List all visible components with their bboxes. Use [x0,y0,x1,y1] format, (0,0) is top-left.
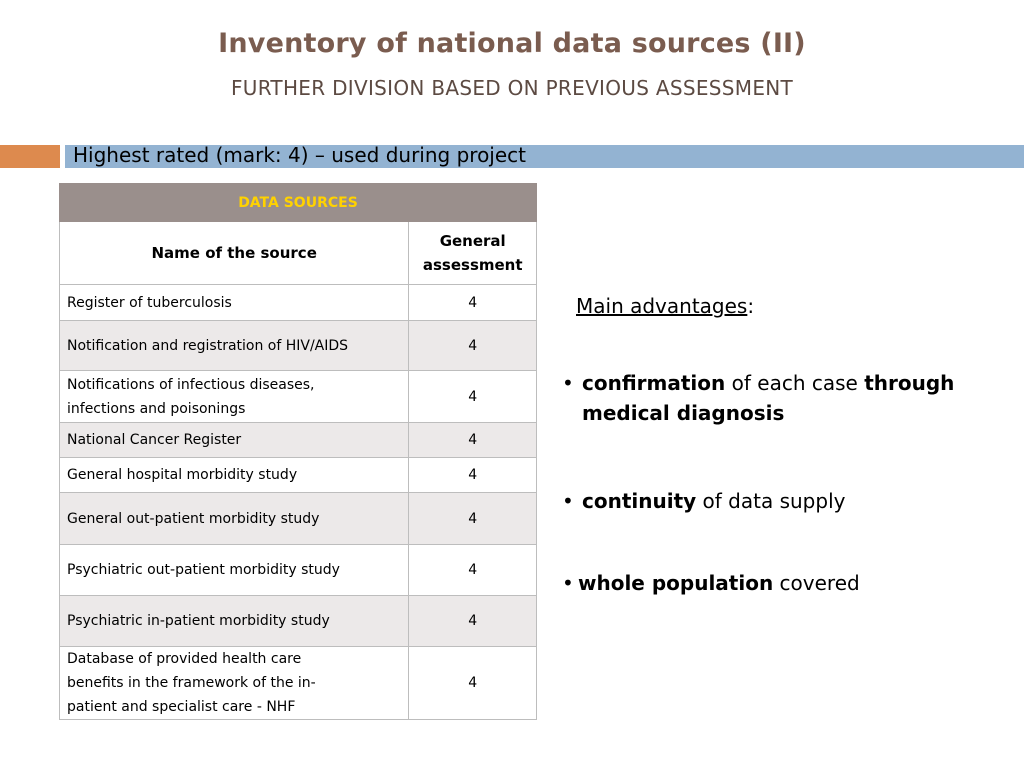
bullet-icon: • [562,571,574,595]
advantage-strong: continuity [582,489,697,513]
advantage-text [562,368,1002,428]
row-assessment: 4 [409,647,537,720]
bullet-icon: • [562,371,574,395]
row-source-name [60,371,409,423]
table-row [60,493,537,545]
advantage-plain: covered [773,571,860,595]
advantage-strong: through medical diagnosis [582,371,955,425]
row-source-name [60,647,409,720]
row-source-name: National Cancer Register [60,423,409,458]
row-source-name-text: Notifications of infectious diseases, infections and poisonings [67,376,315,417]
data-sources-table [59,183,537,720]
row-source-name: Register of tuberculosis [60,285,409,321]
table-row [60,545,537,596]
advantage-strong: whole population [578,571,774,595]
slide-subtitle: FURTHER DIVISION BASED ON PREVIOUS ASSESSMENT [230,76,794,100]
row-assessment: 4 [409,285,537,321]
row-assessment: 4 [409,321,537,371]
accent-orange-block [0,145,60,168]
advantage-text [562,486,1002,516]
column-header-assessment [409,222,537,285]
advantage-item [562,486,1002,516]
table-row [60,458,537,493]
row-source-name: General hospital morbidity study [60,458,409,493]
advantage-item [562,568,1002,598]
table-row [60,596,537,647]
slide-title: Inventory of national data sources (II) [218,28,806,59]
row-source-name: Notification and registration of HIV/AIDS [60,321,409,371]
row-source-name: Psychiatric out-patient morbidity study [60,545,409,596]
advantage-text [562,568,1002,598]
advantage-plain: of each case [725,371,865,395]
table-row [60,647,537,720]
bullet-icon: • [562,489,574,513]
table-header-row [60,184,537,222]
row-source-name: Psychiatric in-patient morbidity study [60,596,409,647]
column-header-name: Name of the source [60,222,409,285]
row-assessment: 4 [409,458,537,493]
advantage-plain: of data supply [696,489,846,513]
section-band-label: Highest rated (mark: 4) – used during project [73,143,526,167]
row-assessment: 4 [409,596,537,647]
row-assessment: 4 [409,545,537,596]
table-row [60,285,537,321]
row-source-name: General out-patient morbidity study [60,493,409,545]
table-row [60,423,537,458]
row-source-name-text: Database of provided health care benefits in the framework of the in-patient and specialist care - NHF [67,651,316,715]
row-assessment: 4 [409,423,537,458]
row-assessment: 4 [409,371,537,423]
advantage-strong: confirmation [582,371,726,395]
advantage-item [562,368,1002,428]
table-row [60,321,537,371]
row-assessment: 4 [409,493,537,545]
advantages-heading [576,294,754,318]
advantages-heading-suffix: : [747,294,755,318]
table-row [60,371,537,423]
advantages-heading-text: Main advantages [576,294,748,318]
table-column-headers [60,222,537,285]
column-header-assessment-label: General assessment [422,232,523,274]
table-header: DATA SOURCES [60,184,537,222]
